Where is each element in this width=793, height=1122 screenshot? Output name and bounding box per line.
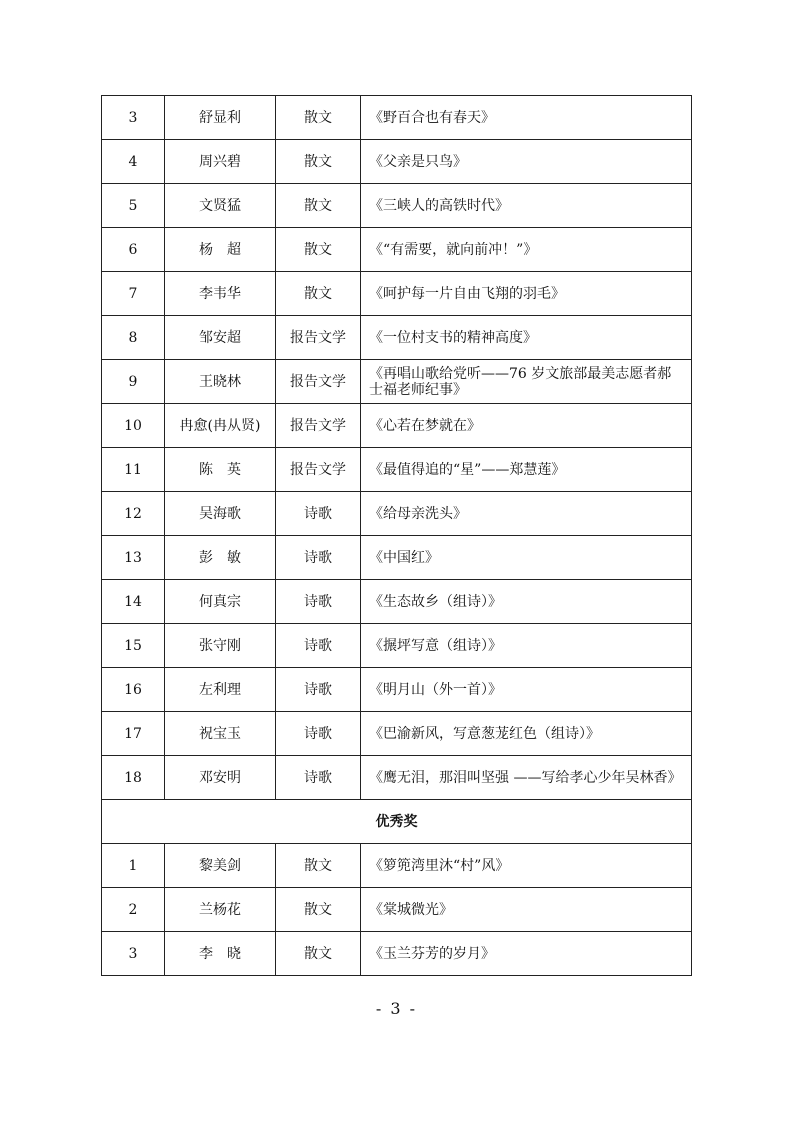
entry-title: 《巴渝新风，写意葱茏红色（组诗）》 bbox=[361, 712, 692, 756]
entry-genre: 诗歌 bbox=[276, 712, 361, 756]
table-row bbox=[102, 272, 692, 316]
entry-number: 14 bbox=[102, 580, 165, 624]
entry-genre: 散文 bbox=[276, 140, 361, 184]
table-row bbox=[102, 712, 692, 756]
entry-number: 3 bbox=[102, 96, 165, 140]
entry-author: 何真宗 bbox=[165, 580, 276, 624]
entry-number: 1 bbox=[102, 844, 165, 888]
entry-number: 17 bbox=[102, 712, 165, 756]
entry-title: 《野百合也有春天》 bbox=[361, 96, 692, 140]
section-title: 优秀奖 bbox=[102, 800, 692, 844]
entry-author: 舒显利 bbox=[165, 96, 276, 140]
entry-number: 13 bbox=[102, 536, 165, 580]
entry-genre: 诗歌 bbox=[276, 668, 361, 712]
entry-author: 彭 敏 bbox=[165, 536, 276, 580]
entry-title: 《明月山（外一首）》 bbox=[361, 668, 692, 712]
entry-author: 吴海歌 bbox=[165, 492, 276, 536]
entry-genre: 散文 bbox=[276, 184, 361, 228]
entry-number: 5 bbox=[102, 184, 165, 228]
entry-title: 《生态故乡（组诗）》 bbox=[361, 580, 692, 624]
entry-number: 12 bbox=[102, 492, 165, 536]
entry-genre: 诗歌 bbox=[276, 492, 361, 536]
entry-author: 祝宝玉 bbox=[165, 712, 276, 756]
entry-author: 周兴碧 bbox=[165, 140, 276, 184]
entry-genre: 报告文学 bbox=[276, 448, 361, 492]
entry-number: 6 bbox=[102, 228, 165, 272]
entry-title: 《一位村支书的精神高度》 bbox=[361, 316, 692, 360]
page-number: - 3 - bbox=[375, 999, 418, 1018]
entry-title: 《呵护每一片自由飞翔的羽毛》 bbox=[361, 272, 692, 316]
entry-title: 《箩篼湾里沐“村”风》 bbox=[361, 844, 692, 888]
award-table bbox=[101, 95, 692, 976]
entry-number: 4 bbox=[102, 140, 165, 184]
entry-number: 15 bbox=[102, 624, 165, 668]
entry-title: 《最值得追的“星”——郑慧莲》 bbox=[361, 448, 692, 492]
entry-genre: 散文 bbox=[276, 932, 361, 976]
entry-number: 3 bbox=[102, 932, 165, 976]
entry-author: 邓安明 bbox=[165, 756, 276, 800]
table-row bbox=[102, 668, 692, 712]
table-row bbox=[102, 316, 692, 360]
table-row bbox=[102, 96, 692, 140]
table-row bbox=[102, 228, 692, 272]
entry-author: 黎美剑 bbox=[165, 844, 276, 888]
entry-genre: 报告文学 bbox=[276, 316, 361, 360]
table-row bbox=[102, 448, 692, 492]
entry-title: 《鹰无泪，那泪叫坚强 ——写给孝心少年吴林香》 bbox=[361, 756, 692, 800]
entry-author: 陈 英 bbox=[165, 448, 276, 492]
entry-number: 16 bbox=[102, 668, 165, 712]
entry-author: 邹安超 bbox=[165, 316, 276, 360]
entry-author: 兰杨花 bbox=[165, 888, 276, 932]
entry-author: 王晓林 bbox=[165, 360, 276, 404]
table-row bbox=[102, 140, 692, 184]
entry-genre: 诗歌 bbox=[276, 580, 361, 624]
entry-number: 2 bbox=[102, 888, 165, 932]
entry-author: 李韦华 bbox=[165, 272, 276, 316]
entry-author: 文贤猛 bbox=[165, 184, 276, 228]
entry-title: 《父亲是只鸟》 bbox=[361, 140, 692, 184]
entry-number: 8 bbox=[102, 316, 165, 360]
entry-author: 杨 超 bbox=[165, 228, 276, 272]
entry-genre: 散文 bbox=[276, 844, 361, 888]
table-row bbox=[102, 492, 692, 536]
table-row bbox=[102, 360, 692, 404]
entry-title: 《中国红》 bbox=[361, 536, 692, 580]
entry-title: 《棠城微光》 bbox=[361, 888, 692, 932]
entry-number: 7 bbox=[102, 272, 165, 316]
table-row bbox=[102, 184, 692, 228]
entry-number: 11 bbox=[102, 448, 165, 492]
entry-number: 9 bbox=[102, 360, 165, 404]
entry-author: 左利理 bbox=[165, 668, 276, 712]
award-table-body bbox=[102, 96, 692, 976]
entry-genre: 散文 bbox=[276, 888, 361, 932]
table-row bbox=[102, 404, 692, 448]
table-row bbox=[102, 888, 692, 932]
entry-genre: 散文 bbox=[276, 228, 361, 272]
entry-title: 《玉兰芬芳的岁月》 bbox=[361, 932, 692, 976]
entry-author: 张守刚 bbox=[165, 624, 276, 668]
entry-title: 《心若在梦就在》 bbox=[361, 404, 692, 448]
entry-genre: 诗歌 bbox=[276, 624, 361, 668]
entry-title: 《三峡人的高铁时代》 bbox=[361, 184, 692, 228]
entry-genre: 报告文学 bbox=[276, 360, 361, 404]
entry-title: 《搌坪写意（组诗）》 bbox=[361, 624, 692, 668]
entry-title: 《“有需要，就向前冲！”》 bbox=[361, 228, 692, 272]
entry-author: 冉愈(冉从贤) bbox=[165, 404, 276, 448]
section-row bbox=[102, 800, 692, 844]
entry-author: 李 晓 bbox=[165, 932, 276, 976]
table-row bbox=[102, 756, 692, 800]
table-row bbox=[102, 932, 692, 976]
table-row bbox=[102, 624, 692, 668]
entry-number: 18 bbox=[102, 756, 165, 800]
entry-genre: 诗歌 bbox=[276, 756, 361, 800]
entry-genre: 散文 bbox=[276, 96, 361, 140]
table-row bbox=[102, 580, 692, 624]
entry-title: 《再唱山歌给党听——76 岁文旅部最美志愿者郝士福老师纪事》 bbox=[361, 360, 692, 404]
entry-number: 10 bbox=[102, 404, 165, 448]
entry-genre: 诗歌 bbox=[276, 536, 361, 580]
table-row bbox=[102, 536, 692, 580]
entry-title: 《给母亲洗头》 bbox=[361, 492, 692, 536]
entry-genre: 报告文学 bbox=[276, 404, 361, 448]
entry-genre: 散文 bbox=[276, 272, 361, 316]
table-row bbox=[102, 844, 692, 888]
